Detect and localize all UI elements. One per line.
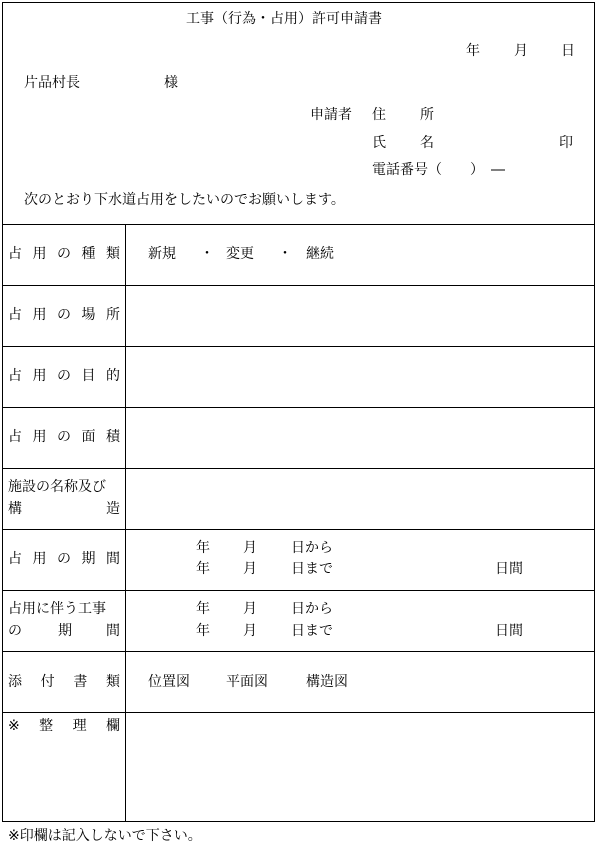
- label-char: 占: [8, 246, 22, 262]
- label-char: 場: [81, 307, 96, 323]
- label-char: 欄: [106, 718, 120, 734]
- work-from-year: 年: [196, 601, 210, 617]
- date-day-label: 日: [561, 43, 575, 59]
- label-char: の: [57, 429, 71, 445]
- column-divider: [125, 224, 126, 822]
- row-divider: [2, 285, 595, 286]
- work-period-label-line1: 占用に伴う工事: [8, 601, 106, 617]
- facility-label-line2-part2: 造: [106, 501, 120, 517]
- date-month-label: 月: [514, 43, 528, 59]
- work-period-label-line2-part1: の: [8, 623, 22, 639]
- work-from-month: 月: [243, 601, 257, 617]
- type-separator: ・: [200, 246, 214, 262]
- label-char: 所: [106, 307, 120, 323]
- row-divider: [2, 651, 595, 652]
- attachments-label: [8, 675, 120, 689]
- type-label: [8, 247, 120, 261]
- period-from-year: 年: [196, 540, 210, 556]
- work-to-day: 日まで: [291, 623, 333, 639]
- label-char: の: [57, 246, 71, 262]
- label-char: 書: [73, 674, 88, 690]
- label-char: ※: [8, 718, 20, 734]
- area-field[interactable]: [127, 409, 593, 467]
- remarks-field: [127, 714, 593, 820]
- row-divider: [2, 712, 595, 713]
- label-char: 種: [81, 246, 96, 262]
- row-divider: [2, 407, 595, 408]
- label-char: 占: [8, 307, 22, 323]
- period-from-day: 日から: [291, 540, 333, 556]
- work-days: 日間: [495, 623, 523, 639]
- type-option-new[interactable]: 新規: [148, 246, 176, 262]
- row-divider: [2, 590, 595, 591]
- facility-field[interactable]: [127, 470, 593, 528]
- addressee: 片品村長: [24, 75, 80, 91]
- honorific: 様: [164, 75, 178, 91]
- label-char: 的: [106, 368, 120, 384]
- seal-mark: 印: [559, 135, 573, 151]
- form-title: 工事（行為・占用）許可申請書: [186, 11, 382, 27]
- work-period-label-line2-part3: 間: [106, 623, 120, 639]
- facility-label-line1: 施設の名称及び: [8, 479, 106, 495]
- label-char: 理: [72, 718, 87, 734]
- label-char: 整: [39, 718, 54, 734]
- purpose-label: [8, 369, 120, 383]
- area-label: [8, 430, 120, 444]
- type-option-change[interactable]: 変更: [226, 246, 254, 262]
- place-label: [8, 308, 120, 322]
- attachment-structure-drawing[interactable]: 構造図: [306, 674, 348, 690]
- name-label-1: 氏: [372, 135, 386, 151]
- facility-label-line2-part1: 構: [8, 501, 22, 517]
- period-to-year: 年: [196, 561, 210, 577]
- row-divider: [2, 346, 595, 347]
- address-label-2: 所: [420, 107, 434, 123]
- type-option-continue[interactable]: 継続: [306, 246, 334, 262]
- label-char: 付: [40, 674, 55, 690]
- label-char: の: [57, 551, 71, 567]
- label-char: 面: [81, 429, 96, 445]
- phone-label: 電話番号（ ） ―: [372, 162, 505, 178]
- label-char: 類: [106, 246, 120, 262]
- label-char: 類: [105, 674, 120, 690]
- label-char: 占: [8, 368, 22, 384]
- label-char: 用: [32, 368, 47, 384]
- label-char: 間: [106, 551, 120, 567]
- work-from-day: 日から: [291, 601, 333, 617]
- applicant-label: 申請者: [310, 107, 352, 123]
- name-label-2: 名: [420, 135, 434, 151]
- purpose-field[interactable]: [127, 348, 593, 406]
- attachment-location-map[interactable]: 位置図: [148, 674, 190, 690]
- place-field[interactable]: [127, 287, 593, 345]
- work-period-label-line2-part2: 期: [58, 623, 72, 639]
- address-label-1: 住: [372, 107, 386, 123]
- label-char: 占: [8, 551, 22, 567]
- work-to-year: 年: [196, 623, 210, 639]
- work-to-month: 月: [243, 623, 257, 639]
- remarks-label: [8, 719, 120, 733]
- label-char: 用: [32, 246, 47, 262]
- table-top-rule: [2, 224, 595, 225]
- label-char: 用: [32, 307, 47, 323]
- period-to-day: 日まで: [291, 561, 333, 577]
- period-to-month: 月: [243, 561, 257, 577]
- period-label: [8, 552, 120, 566]
- label-char: の: [57, 368, 71, 384]
- label-char: の: [57, 307, 71, 323]
- label-char: 目: [81, 368, 96, 384]
- label-char: 積: [106, 429, 120, 445]
- footer-note: ※印欄は記入しないで下さい。: [8, 828, 202, 844]
- period-days: 日間: [495, 561, 523, 577]
- label-char: 用: [32, 551, 47, 567]
- row-divider: [2, 468, 595, 469]
- row-divider: [2, 529, 595, 530]
- type-separator: ・: [278, 246, 292, 262]
- period-from-month: 月: [243, 540, 257, 556]
- label-char: 期: [81, 551, 96, 567]
- label-char: 用: [32, 429, 47, 445]
- attachment-plan-view[interactable]: 平面図: [226, 674, 268, 690]
- label-char: 占: [8, 429, 22, 445]
- label-char: 添: [8, 674, 22, 690]
- request-text: 次のとおり下水道占用をしたいのでお願いします。: [24, 192, 345, 208]
- date-year-label: 年: [466, 43, 480, 59]
